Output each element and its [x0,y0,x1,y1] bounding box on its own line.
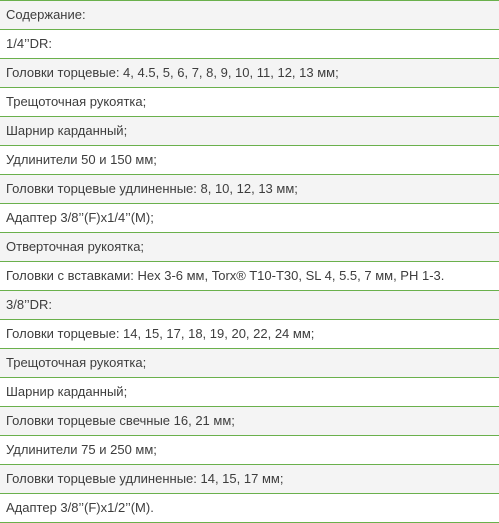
list-item: Удлинители 75 и 250 мм; [0,436,499,465]
list-item: Головки торцевые: 14, 15, 17, 18, 19, 20, 22, 24 мм; [0,320,499,349]
list-item-contents-heading: Содержание: [0,1,499,30]
list-item: Головки торцевые удлиненные: 14, 15, 17 мм; [0,465,499,494]
list-item-section-three-eighths-drive: 3/8’’DR: [0,291,499,320]
list-item: Трещоточная рукоятка; [0,349,499,378]
list-item: Отверточная рукоятка; [0,233,499,262]
list-item: Адаптер 3/8’’(F)x1/2’’(M). [0,494,499,523]
list-item: Шарнир карданный; [0,117,499,146]
list-item: Головки торцевые: 4, 4.5, 5, 6, 7, 8, 9, 10, 11, 12, 13 мм; [0,59,499,88]
list-item: Головки торцевые удлиненные: 8, 10, 12, 13 мм; [0,175,499,204]
list-item: Трещоточная рукоятка; [0,88,499,117]
list-item: Головки торцевые свечные 16, 21 мм; [0,407,499,436]
list-item-section-quarter-drive: 1/4’’DR: [0,30,499,59]
list-item: Головки с вставками: Hex 3-6 мм, Torx® T10-T30, SL 4, 5.5, 7 мм, PH 1-3. [0,262,499,291]
list-item: Удлинители 50 и 150 мм; [0,146,499,175]
list-item: Адаптер 3/8’’(F)x1/4’’(M); [0,204,499,233]
list-item: Шарнир карданный; [0,378,499,407]
